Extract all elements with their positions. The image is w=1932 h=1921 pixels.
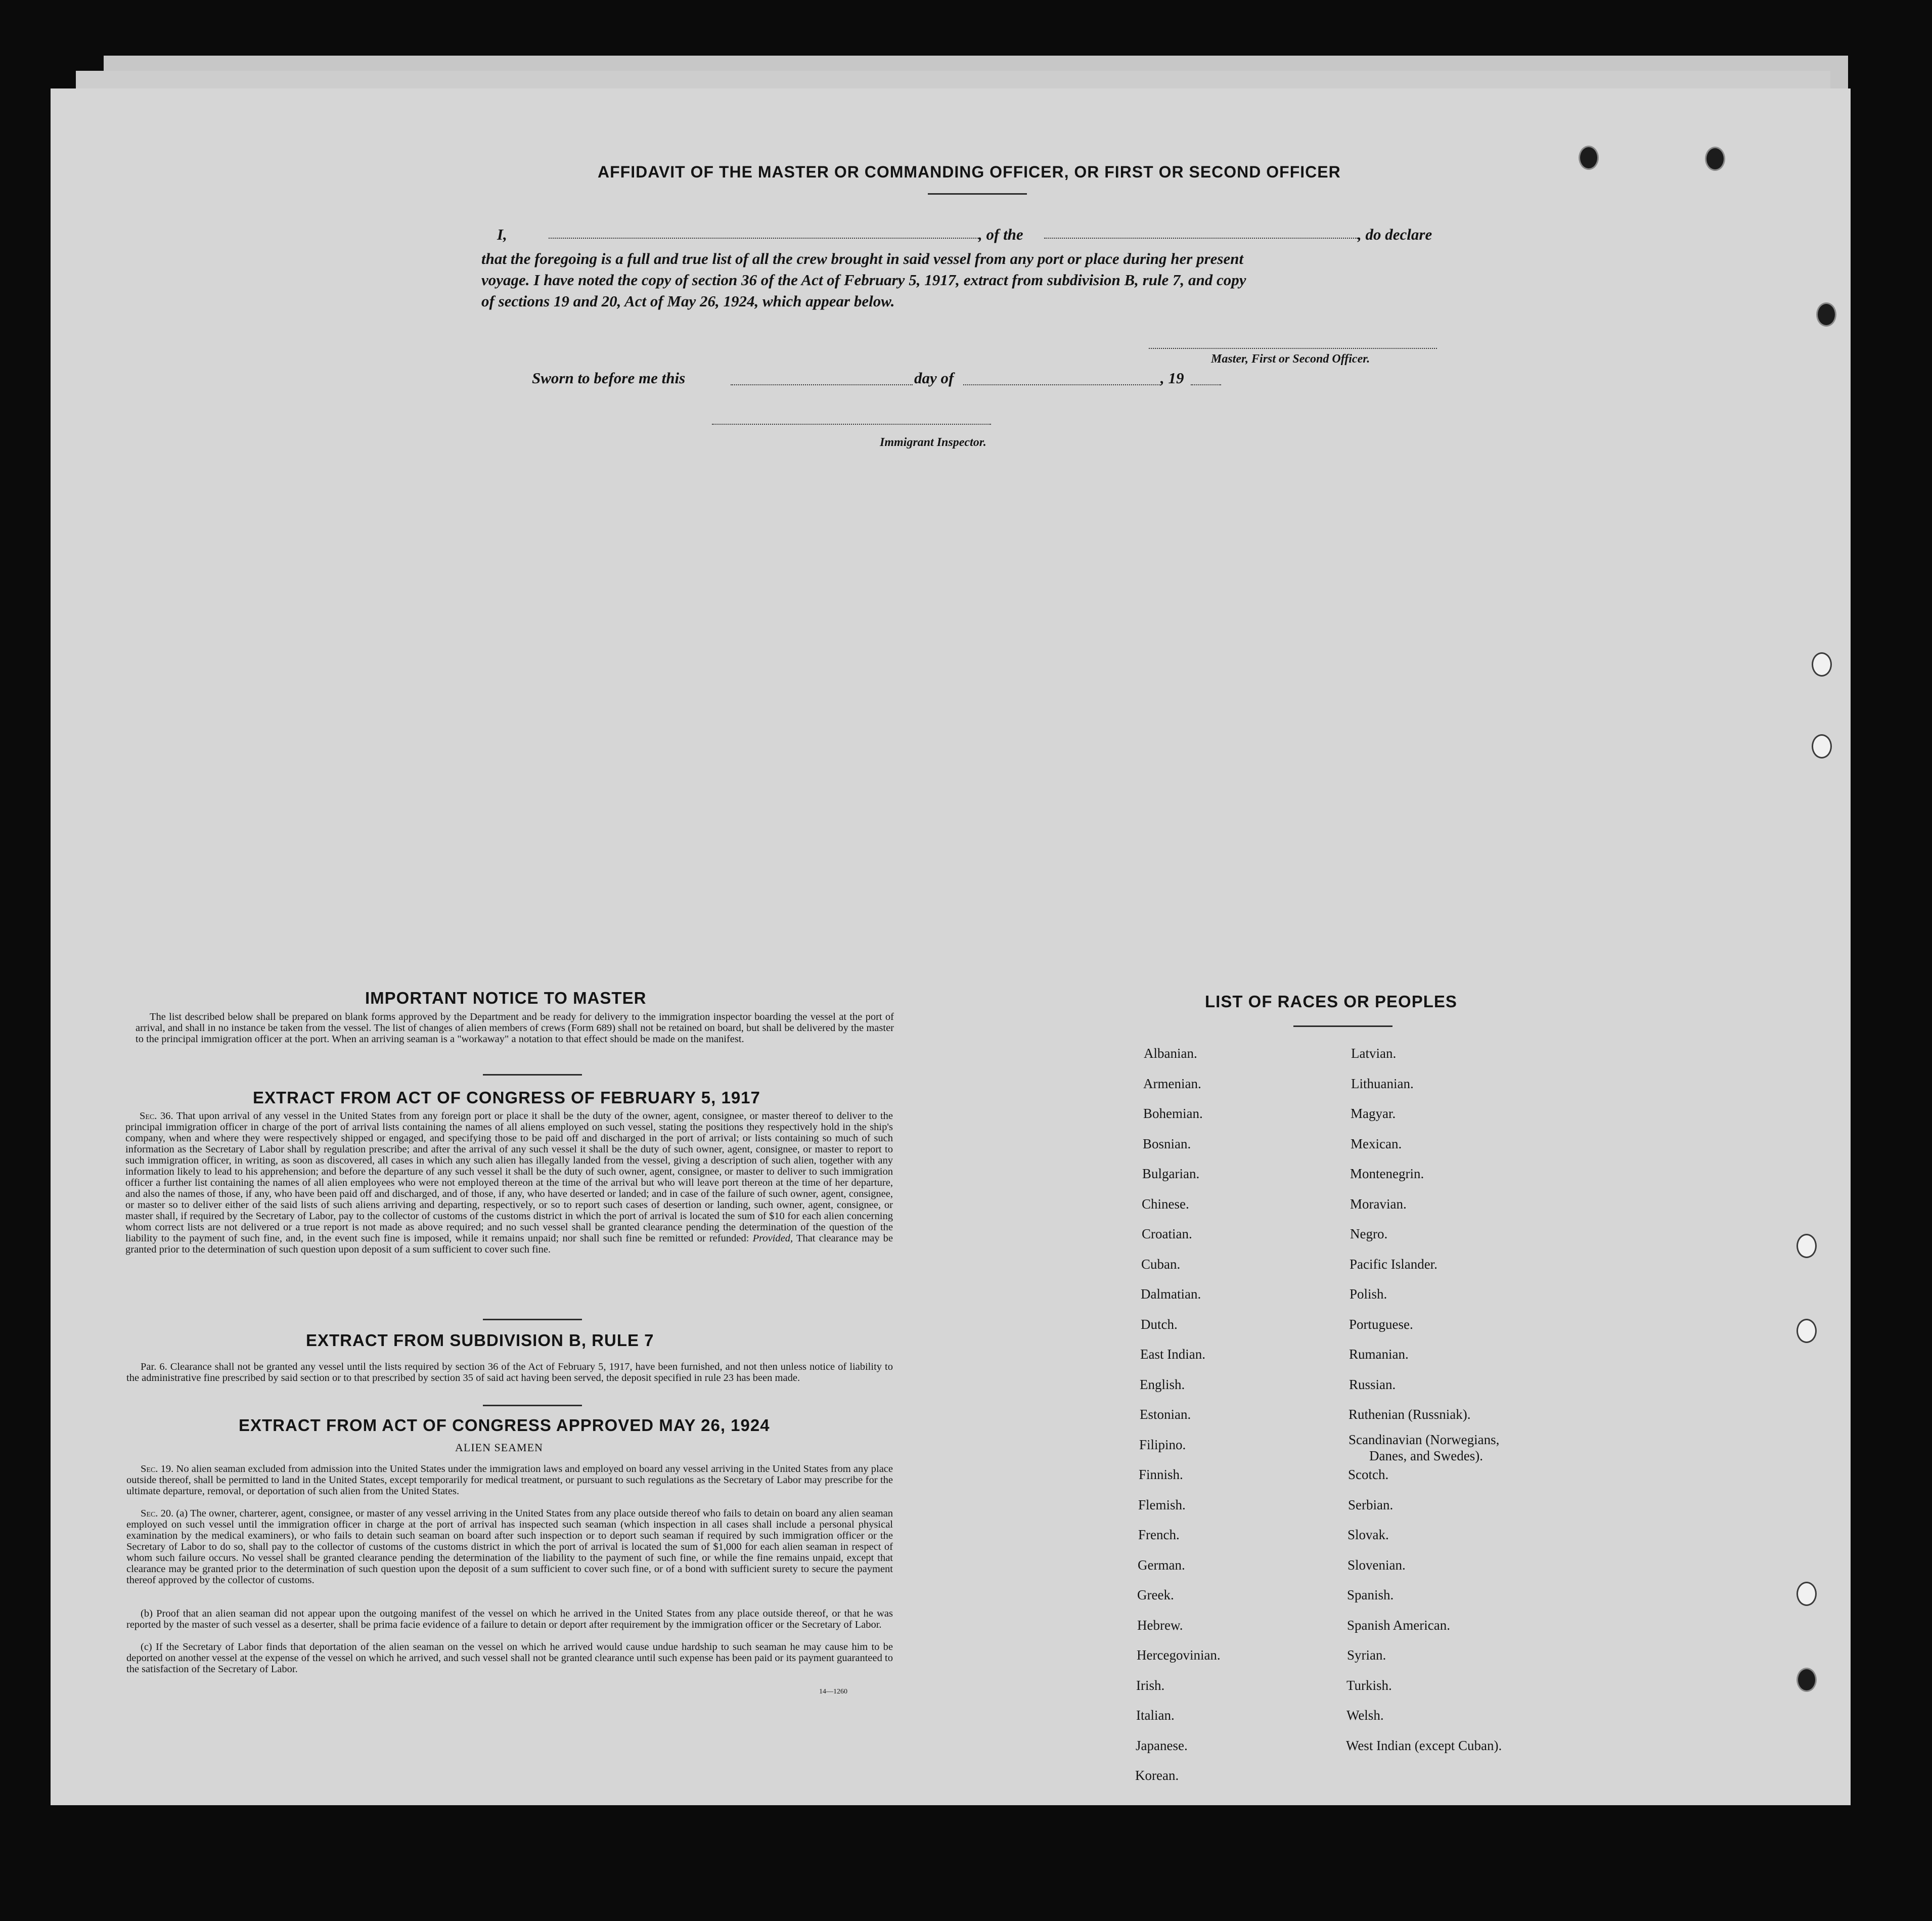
rule-7-divider — [483, 1405, 582, 1406]
race-item: German. — [1138, 1557, 1185, 1573]
race-item: Japanese. — [1136, 1738, 1188, 1753]
race-item: Polish. — [1350, 1286, 1387, 1302]
race-item: Armenian. — [1143, 1076, 1201, 1091]
affidavit-line-4: of sections 19 and 20, Act of May 26, 1924, which appear below. — [481, 292, 895, 310]
race-item: Latvian. — [1351, 1046, 1397, 1061]
binder-hole-icon — [1812, 652, 1832, 677]
alien-seamen-subtitle: ALIEN SEAMEN — [455, 1441, 543, 1454]
binder-hole-icon — [1796, 1582, 1817, 1606]
race-item: Spanish. — [1347, 1587, 1394, 1602]
race-item: English. — [1140, 1377, 1185, 1392]
sec-20-label: Sec. 20. — [141, 1508, 174, 1519]
affidavit-declare: , do declare — [1358, 226, 1432, 243]
binder-hole-icon — [1816, 302, 1836, 327]
binder-hole-icon — [1705, 147, 1725, 171]
affidavit-line-3: voyage. I have noted the copy of section 36 of the Act of February 5, 1917, extract from subdivision B, rule 7, and copy — [481, 271, 1246, 289]
binder-hole-icon — [1796, 1234, 1817, 1258]
sec-36-label: Sec. 36. — [140, 1110, 173, 1122]
race-item: Moravian. — [1350, 1196, 1407, 1212]
race-item: Irish. — [1136, 1678, 1165, 1693]
act-1924-sec-20c: (c) If the Secretary of Labor finds that deportation of the alien seaman on the vessel on which he arrived would cause undue hardship to such seaman he may cause him to be deported on another vessel at the expense of the vessel on which he arrived, and such vessel shall not be granted clearance until such expense has been paid or its payment guaranteed to the satisfaction of the Secretary of Labor. — [126, 1641, 893, 1675]
master-caption: Master, First or Second Officer. — [1211, 352, 1370, 366]
race-item: Welsh. — [1346, 1708, 1384, 1723]
binder-hole-icon — [1579, 146, 1599, 170]
race-item: Albanian. — [1144, 1046, 1197, 1061]
race-item: Flemish. — [1138, 1497, 1186, 1512]
binder-hole-icon — [1812, 734, 1832, 758]
act-1917-title: EXTRACT FROM ACT OF CONGRESS OF FEBRUARY 5, 1917 — [253, 1088, 760, 1107]
race-item: Portuguese. — [1349, 1317, 1413, 1332]
rule-7-text: Par. 6. Clearance shall not be granted any vessel until the lists required by section 36 of the Act of February 5, 1917, have been furnished, and not then unless notice of liability to the administrative fine prescribed by said section or to that prescribed by section 35 of said act having been served, the deposit specified in rule 23 has been made. — [126, 1361, 893, 1383]
race-item: Scandinavian (Norwegians, — [1349, 1432, 1500, 1447]
race-item: Turkish. — [1346, 1678, 1392, 1693]
notice-text: The list described below shall be prepared on blank forms approved by the Department and be ready for delivery to the immigration inspector boarding the vessel at the port of arrival, and shall in no instance be taken from the vessel. The list of changes of alien members of crews (Form 689) shall not be retained on board, but shall be delivered by the master to the principal immigration officer at the port. When an arriving seaman is a "workaway" a notation to that effect should be made on the manifest. — [136, 1011, 894, 1045]
title-divider — [928, 193, 1027, 195]
affidavit-i: I, — [497, 226, 507, 243]
affidavit-title: AFFIDAVIT OF THE MASTER OR COMMANDING OFFICER, OR FIRST OR SECOND OFFICER — [598, 163, 1341, 181]
race-item: Hercegovinian. — [1137, 1647, 1221, 1663]
race-item: Finnish. — [1139, 1467, 1183, 1482]
act-1924-sec-20b: (b) Proof that an alien seaman did not appear upon the outgoing manifest of the vessel on which he arrived in the United States from any place outside thereof, or that he was reported by the master of such vessel as a deserter, shall be prima facie evidence of a failure to detain or deport after requirement by the immigration officer or the Secretary of Labor. — [126, 1608, 893, 1630]
sworn-year-field[interactable] — [1191, 384, 1221, 385]
sec-19-label: Sec. 19. — [141, 1463, 174, 1475]
race-item: West Indian (except Cuban). — [1346, 1738, 1502, 1753]
race-item: Hebrew. — [1137, 1618, 1183, 1633]
inspector-caption: Immigrant Inspector. — [880, 436, 986, 449]
race-item: Dalmatian. — [1141, 1286, 1201, 1302]
races-divider — [1293, 1025, 1392, 1027]
race-item: Slovenian. — [1347, 1557, 1406, 1573]
race-item: Estonian. — [1140, 1407, 1191, 1422]
race-item: Scotch. — [1348, 1467, 1389, 1482]
sec-19-text: No alien seaman excluded from admission into the United States under the immigration laws and employed on board any vessel arriving in the United States from any place outside thereof, shall be permitted to land in the United States, except temporarily for medical treatment, or pursuant to such regulations as the Secretary of Labor may prescribe for the ultimate departure, removal, or deportation of such alien from the United States. — [126, 1463, 893, 1497]
race-item: Korean. — [1135, 1768, 1179, 1783]
race-item: Mexican. — [1351, 1136, 1402, 1151]
race-item: Magyar. — [1351, 1106, 1396, 1121]
act-1917-divider — [483, 1319, 582, 1320]
binder-hole-icon — [1796, 1319, 1817, 1343]
sec-20a-text: (a) The owner, charterer, agent, consignee, or master of any vessel arriving in the United States from any place outside thereof who fails to detain on board any alien seaman employed on such vessel until the immigration officer in charge at the port of arrival has inspected such seaman (which inspection in all cases shall include a personal physical examination by the medical examiners), or who fails to detain such seaman on board after such inspection or to deport such seaman if required by such immigration officer or the Secretary of Labor to do so, shall pay to the collector of customs of the customs district in which the port of arrival is located the sum of $1,000 for each alien seaman in respect of whom such failure occurs. No vessel shall be granted clearance pending the determination of the liability to the payment of such fine, or while the fine remains unpaid, except that clearance may be granted prior to the determination of such question upon the deposit of a sum sufficient to cover such fine, or of a bond with sufficient surety to secure the payment thereof approved by the collector of customs. — [126, 1508, 893, 1586]
race-item: Negro. — [1350, 1226, 1388, 1241]
race-item: Bulgarian. — [1142, 1166, 1200, 1181]
race-item: Cuban. — [1141, 1257, 1181, 1272]
race-item: Greek. — [1137, 1587, 1174, 1602]
race-item: Bosnian. — [1143, 1136, 1191, 1151]
affidavit-of-the: , of the — [978, 226, 1023, 243]
race-item: Chinese. — [1142, 1196, 1189, 1212]
affidavit-line-2: that the foregoing is a full and true list of all the crew brought in said vessel from any port or place during her present — [481, 250, 1244, 267]
year-label: , 19 — [1160, 369, 1184, 387]
race-item: Pacific Islander. — [1350, 1257, 1437, 1272]
vessel-field[interactable] — [1044, 238, 1358, 239]
race-item: Croatian. — [1142, 1226, 1192, 1241]
race-item: Rumanian. — [1349, 1347, 1409, 1362]
act-1924-title: EXTRACT FROM ACT OF CONGRESS APPROVED MAY 26, 1924 — [239, 1416, 770, 1435]
race-item: Spanish American. — [1347, 1618, 1450, 1633]
act-1924-sec-20a — [126, 1508, 893, 1586]
race-item: Slovak. — [1347, 1527, 1389, 1542]
sworn-day-field[interactable] — [731, 384, 913, 385]
race-item: Bohemian. — [1143, 1106, 1203, 1121]
binder-hole-icon — [1796, 1668, 1817, 1692]
sworn-label: Sworn to before me this — [532, 369, 686, 387]
race-item: Ruthenian (Russniak). — [1349, 1407, 1471, 1422]
name-field[interactable] — [549, 238, 978, 239]
race-item: Serbian. — [1348, 1497, 1394, 1512]
act-1924-sec-19 — [126, 1463, 893, 1497]
notice-divider — [483, 1074, 582, 1076]
race-item: Filipino. — [1139, 1437, 1186, 1452]
races-title: LIST OF RACES OR PEOPLES — [1205, 992, 1457, 1011]
notice-title: IMPORTANT NOTICE TO MASTER — [365, 989, 647, 1007]
sec-36-text: That upon arrival of any vessel in the United States from any foreign port or place it shall be the duty of the owner, agent, consignee, or master thereof to deliver to the principal immigration officer in charge of the port of arrival lists containing the names of all aliens employed on such vessel, stating the positions they respectively hold in the ship's company, when and where they were respectively shipped or engaged, and specifying those to be paid off and discharged in the port of arrival; or lists containing so much of such information as the Secretary of Labor shall by regulation prescribe; and after the arrival of any such vessel it shall be the duty of such owner, agent, consignee, or master to report to such immigration officer, in writing, as soon as discovered, all cases in which any such alien has illegally landed from the vessel, giving a description of such alien, together with any information likely to lead to his apprehension; and before the departure of any such vessel it shall be the duty of such owner, agent, consignee, or master to deliver to such immigration officer a further list containing the names of all alien employees who were not employed thereon at the time of the arrival but who will leave port thereon at the time of her departure, and also the names of those, if any, who have been paid off and discharged, and of those, if any, who have deserted or landed; and in case of the failure of such owner, agent, consignee, or master so to deliver either of the said lists of such aliens arriving and departing, respectively, or so to report such cases of desertion or landing, such owner, agent, consignee, or master shall, if required by the Secretary of Labor, pay to the collector of customs of the customs district in which the port of arrival is located the sum of $10 for each alien concerning whom correct lists are not delivered or a true report is not made as above required; and no such vessel shall be granted clearance pending the determination of the question of the liability to the payment of such fine, and, in the event such fine is imposed, while it remains unpaid; nor shall such fine be remitted or refunded: — [125, 1110, 893, 1244]
race-item: Italian. — [1136, 1708, 1175, 1723]
day-of-label: day of — [914, 369, 954, 387]
race-item: Dutch. — [1141, 1317, 1178, 1332]
race-item: Russian. — [1349, 1377, 1396, 1392]
race-item: East Indian. — [1140, 1347, 1205, 1362]
master-signature-field[interactable] — [1149, 348, 1437, 349]
form-number: 14—1260 — [819, 1688, 847, 1695]
sworn-month-field[interactable] — [963, 384, 1160, 385]
act-1917-sec-36 — [125, 1110, 893, 1255]
rule-7-title: EXTRACT FROM SUBDIVISION B, RULE 7 — [306, 1331, 654, 1350]
inspector-signature-field[interactable] — [712, 424, 991, 425]
race-item: Danes, and Swedes). — [1369, 1448, 1483, 1463]
provided-word: Provided, — [752, 1233, 793, 1244]
race-item: Syrian. — [1347, 1647, 1386, 1663]
race-item: Montenegrin. — [1350, 1166, 1424, 1181]
sec-36-text-end: That clearance may be granted prior to the determination of such question upon deposit of a sum sufficient to cover such fine. — [125, 1233, 893, 1255]
race-item: French. — [1138, 1527, 1180, 1542]
race-item: Lithuanian. — [1351, 1076, 1414, 1091]
